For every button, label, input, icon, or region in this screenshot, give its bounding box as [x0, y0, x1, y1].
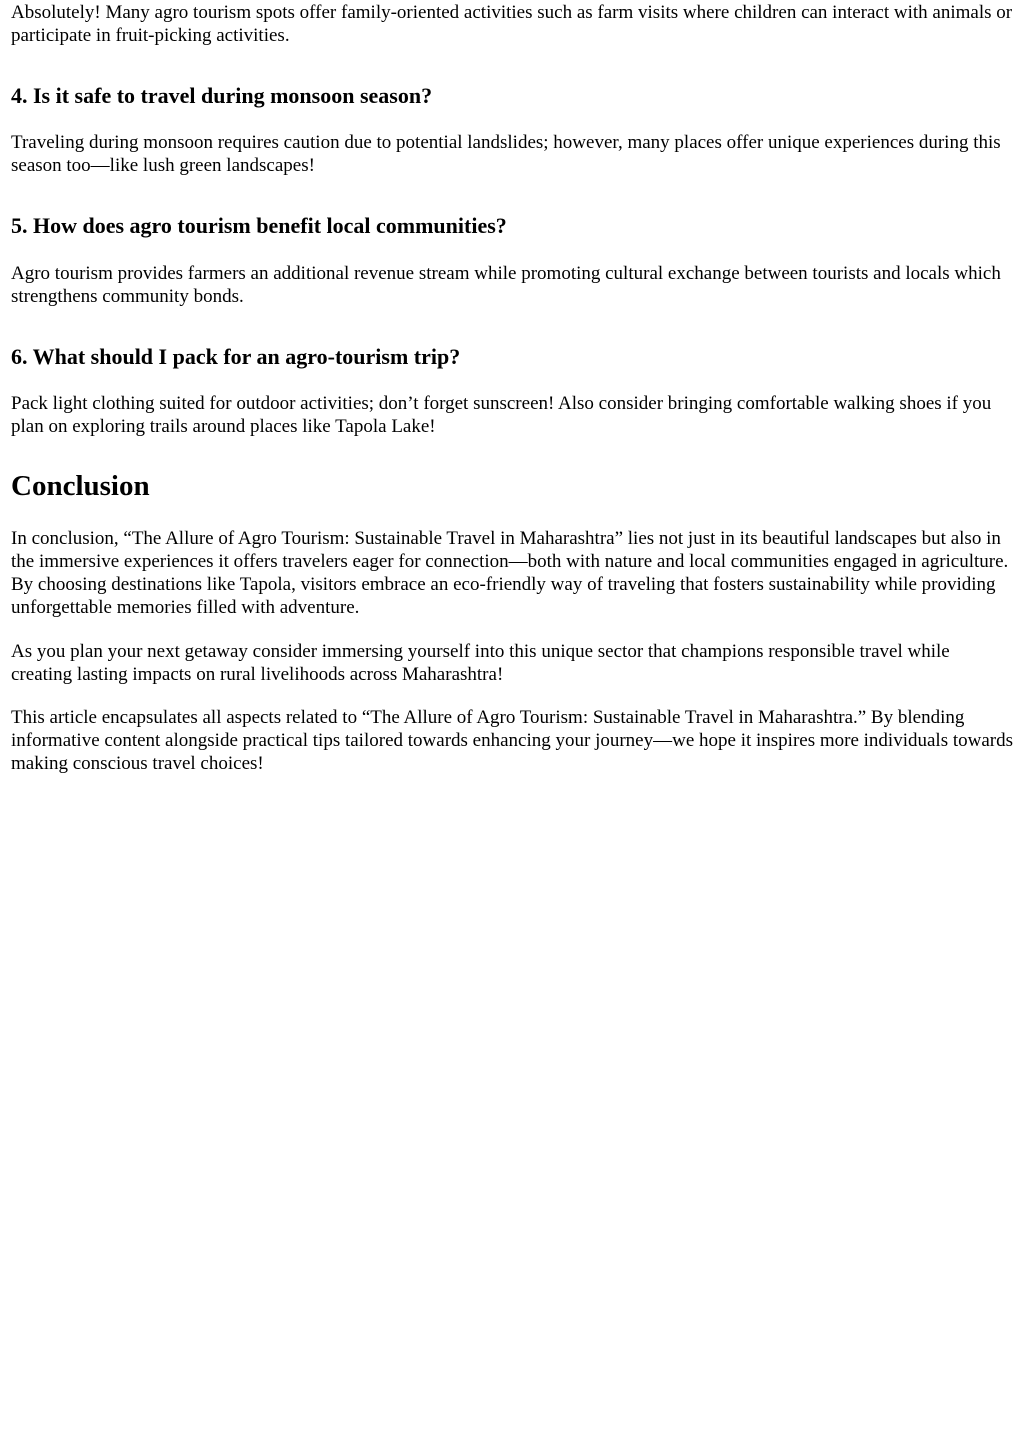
faq-answer-5: Agro tourism provides farmers an additional revenue stream while promoting cultural exchange between tourists and locals which strengthens community bonds.: [11, 263, 1001, 307]
conclusion-paragraph: This article encapsulates all aspects related to “The Allure of Agro Tourism: Sustainable Travel in Maharashtra.” By blending informative content alongside practical tips tailored towards enhancing your journey—we hope it inspires more individuals towards making conscious travel choices!: [11, 707, 1013, 774]
faq-answer-4: Traveling during monsoon requires caution due to potential landslides; however, many places offer unique experiences during this season too—like lush green landscapes!: [11, 132, 1001, 176]
conclusion-heading: Conclusion: [11, 470, 150, 502]
faq-answer-6: Pack light clothing suited for outdoor activities; don’t forget sunscreen! Also consider bringing comfortable walking shoes if you plan on exploring trails around places like Tapola Lake!: [11, 393, 992, 437]
faq-question-4: 4. Is it safe to travel during monsoon season?: [11, 83, 433, 108]
conclusion-paragraph: In conclusion, “The Allure of Agro Tourism: Sustainable Travel in Maharashtra” lies not just in its beautiful landscapes but also in the immersive experiences it offers travelers eager for connection—both with nature and local communities engaged in agriculture. By choosing destinations like Tapola, visitors embrace an eco-friendly way of traveling that fosters sustainability while providing unforgettable memories filled with adventure.: [11, 528, 1009, 618]
faq-answer-3: Absolutely! Many agro tourism spots offer family-oriented activities such as farm visits where children can interact with animals or participate in fruit-picking activities.: [11, 2, 1013, 46]
conclusion-paragraph: As you plan your next getaway consider immersing yourself into this unique sector that champions responsible travel while creating lasting impacts on rural livelihoods across Maharashtra!: [11, 641, 950, 685]
faq-question-5: 5. How does agro tourism benefit local communities?: [11, 213, 507, 238]
faq-question-6: 6. What should I pack for an agro-tourism trip?: [11, 344, 461, 369]
